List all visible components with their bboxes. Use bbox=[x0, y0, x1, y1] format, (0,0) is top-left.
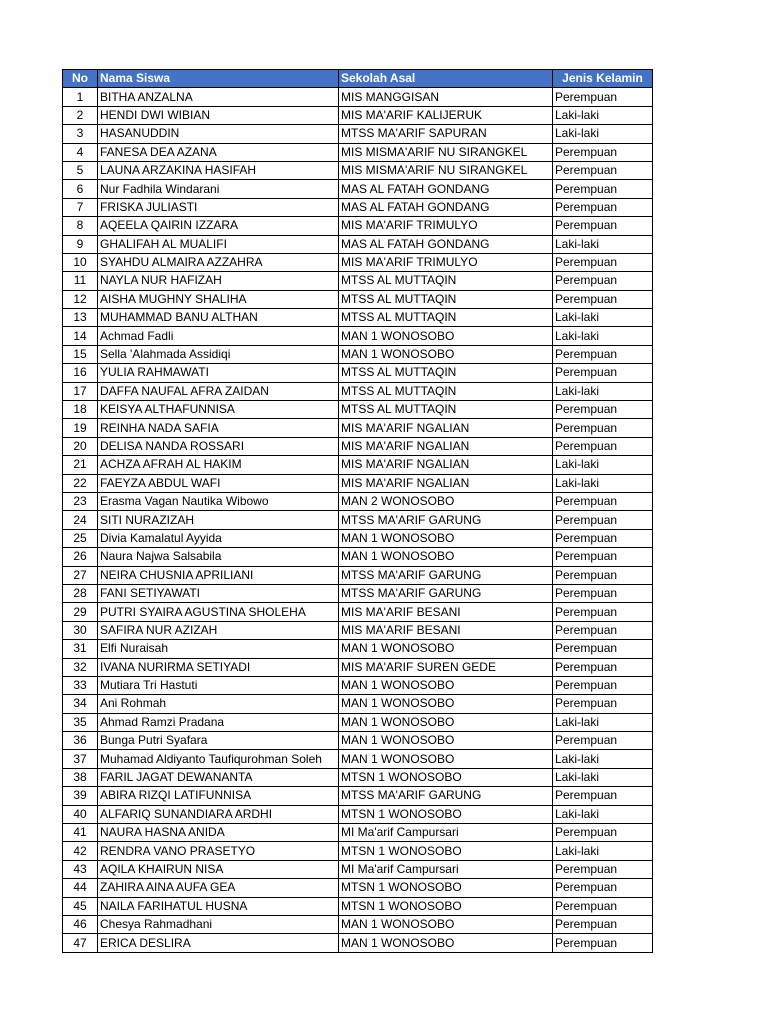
origin-school-cell: MIS MA'ARIF SUREN GEDE bbox=[339, 658, 553, 676]
table-row bbox=[63, 161, 653, 179]
gender-cell: Perempuan bbox=[553, 217, 653, 235]
gender-cell: Perempuan bbox=[553, 566, 653, 584]
origin-school-cell: MTSS MA'ARIF SAPURAN bbox=[339, 125, 553, 143]
row-number-cell: 14 bbox=[63, 327, 98, 345]
student-name-cell: LAUNA ARZAKINA HASIFAH bbox=[98, 161, 339, 179]
origin-school-cell: MAN 1 WONOSOBO bbox=[339, 548, 553, 566]
row-number-cell: 43 bbox=[63, 860, 98, 878]
origin-school-cell: MTSS AL MUTTAQIN bbox=[339, 309, 553, 327]
table-row bbox=[63, 511, 653, 529]
gender-cell: Perempuan bbox=[553, 492, 653, 510]
table-row bbox=[63, 364, 653, 382]
table-row bbox=[63, 860, 653, 878]
student-name-cell: Sella 'Alahmada Assidiqi bbox=[98, 345, 339, 363]
row-number-cell: 11 bbox=[63, 272, 98, 290]
gender-cell: Perempuan bbox=[553, 272, 653, 290]
origin-school-cell: MAN 1 WONOSOBO bbox=[339, 750, 553, 768]
table-row bbox=[63, 327, 653, 345]
gender-cell: Perempuan bbox=[553, 529, 653, 547]
table-row bbox=[63, 419, 653, 437]
row-number-cell: 10 bbox=[63, 253, 98, 271]
gender-cell: Laki-laki bbox=[553, 235, 653, 253]
gender-cell: Perempuan bbox=[553, 879, 653, 897]
table-row bbox=[63, 253, 653, 271]
gender-cell: Perempuan bbox=[553, 824, 653, 842]
origin-school-cell: MAN 1 WONOSOBO bbox=[339, 713, 553, 731]
gender-cell: Perempuan bbox=[553, 180, 653, 198]
row-number-cell: 22 bbox=[63, 474, 98, 492]
gender-cell: Perempuan bbox=[553, 897, 653, 915]
gender-cell: Perempuan bbox=[553, 401, 653, 419]
row-number-cell: 23 bbox=[63, 492, 98, 510]
header-name: Nama Siswa bbox=[98, 70, 339, 88]
origin-school-cell: MAN 2 WONOSOBO bbox=[339, 492, 553, 510]
table-row bbox=[63, 750, 653, 768]
row-number-cell: 39 bbox=[63, 787, 98, 805]
gender-cell: Laki-laki bbox=[553, 382, 653, 400]
origin-school-cell: MIS MA'ARIF NGALIAN bbox=[339, 456, 553, 474]
row-number-cell: 9 bbox=[63, 235, 98, 253]
table-row bbox=[63, 824, 653, 842]
gender-cell: Perempuan bbox=[553, 695, 653, 713]
row-number-cell: 17 bbox=[63, 382, 98, 400]
table-row bbox=[63, 198, 653, 216]
student-name-cell: Mutiara Tri Hastuti bbox=[98, 676, 339, 694]
row-number-cell: 16 bbox=[63, 364, 98, 382]
student-name-cell: Bunga Putri Syafara bbox=[98, 732, 339, 750]
origin-school-cell: MTSS AL MUTTAQIN bbox=[339, 382, 553, 400]
row-number-cell: 30 bbox=[63, 621, 98, 639]
table-row bbox=[63, 658, 653, 676]
gender-cell: Perempuan bbox=[553, 621, 653, 639]
table-row bbox=[63, 217, 653, 235]
row-number-cell: 24 bbox=[63, 511, 98, 529]
table-row bbox=[63, 235, 653, 253]
table-row bbox=[63, 309, 653, 327]
gender-cell: Perempuan bbox=[553, 603, 653, 621]
table-row bbox=[63, 345, 653, 363]
origin-school-cell: MIS MA'ARIF BESANI bbox=[339, 603, 553, 621]
student-name-cell: Muhamad Aldiyanto Taufiqurohman Soleh bbox=[98, 750, 339, 768]
table-row bbox=[63, 897, 653, 915]
gender-cell: Perempuan bbox=[553, 915, 653, 933]
student-name-cell: ABIRA RIZQI LATIFUNNISA bbox=[98, 787, 339, 805]
origin-school-cell: MIS MISMA'ARIF NU SIRANGKEL bbox=[339, 161, 553, 179]
table-row bbox=[63, 437, 653, 455]
origin-school-cell: MIS MISMA'ARIF NU SIRANGKEL bbox=[339, 143, 553, 161]
gender-cell: Laki-laki bbox=[553, 750, 653, 768]
student-name-cell: Erasma Vagan Nautika Wibowo bbox=[98, 492, 339, 510]
row-number-cell: 1 bbox=[63, 88, 98, 106]
row-number-cell: 8 bbox=[63, 217, 98, 235]
gender-cell: Perempuan bbox=[553, 161, 653, 179]
row-number-cell: 6 bbox=[63, 180, 98, 198]
student-name-cell: YULIA RAHMAWATI bbox=[98, 364, 339, 382]
origin-school-cell: MAN 1 WONOSOBO bbox=[339, 529, 553, 547]
student-name-cell: DAFFA NAUFAL AFRA ZAIDAN bbox=[98, 382, 339, 400]
gender-cell: Perempuan bbox=[553, 511, 653, 529]
header-gender: Jenis Kelamin bbox=[553, 70, 653, 88]
origin-school-cell: MIS MA'ARIF NGALIAN bbox=[339, 419, 553, 437]
gender-cell: Laki-laki bbox=[553, 125, 653, 143]
origin-school-cell: MTSS MA'ARIF GARUNG bbox=[339, 584, 553, 602]
origin-school-cell: MAS AL FATAH GONDANG bbox=[339, 235, 553, 253]
row-number-cell: 36 bbox=[63, 732, 98, 750]
row-number-cell: 44 bbox=[63, 879, 98, 897]
table-row bbox=[63, 768, 653, 786]
gender-cell: Perempuan bbox=[553, 290, 653, 308]
row-number-cell: 45 bbox=[63, 897, 98, 915]
origin-school-cell: MAS AL FATAH GONDANG bbox=[339, 180, 553, 198]
table-row bbox=[63, 732, 653, 750]
gender-cell: Perempuan bbox=[553, 584, 653, 602]
table-row bbox=[63, 676, 653, 694]
origin-school-cell: MAS AL FATAH GONDANG bbox=[339, 198, 553, 216]
table-row bbox=[63, 787, 653, 805]
origin-school-cell: MAN 1 WONOSOBO bbox=[339, 695, 553, 713]
table-row bbox=[63, 474, 653, 492]
student-name-cell: ALFARIQ SUNANDIARA ARDHI bbox=[98, 805, 339, 823]
origin-school-cell: MIS MA'ARIF TRIMULYO bbox=[339, 217, 553, 235]
table-row bbox=[63, 529, 653, 547]
gender-cell: Laki-laki bbox=[553, 713, 653, 731]
row-number-cell: 37 bbox=[63, 750, 98, 768]
gender-cell: Laki-laki bbox=[553, 805, 653, 823]
student-name-cell: Nur Fadhila Windarani bbox=[98, 180, 339, 198]
table-row bbox=[63, 290, 653, 308]
row-number-cell: 12 bbox=[63, 290, 98, 308]
student-name-cell: NEIRA CHUSNIA APRILIANI bbox=[98, 566, 339, 584]
row-number-cell: 7 bbox=[63, 198, 98, 216]
row-number-cell: 25 bbox=[63, 529, 98, 547]
table-header bbox=[63, 70, 653, 88]
gender-cell: Laki-laki bbox=[553, 842, 653, 860]
row-number-cell: 13 bbox=[63, 309, 98, 327]
table-row bbox=[63, 713, 653, 731]
row-number-cell: 5 bbox=[63, 161, 98, 179]
row-number-cell: 38 bbox=[63, 768, 98, 786]
student-name-cell: AQILA KHAIRUN NISA bbox=[98, 860, 339, 878]
gender-cell: Perempuan bbox=[553, 364, 653, 382]
student-name-cell: HASANUDDIN bbox=[98, 125, 339, 143]
student-name-cell: FANESA DEA AZANA bbox=[98, 143, 339, 161]
gender-cell: Perempuan bbox=[553, 787, 653, 805]
header-school: Sekolah Asal bbox=[339, 70, 553, 88]
gender-cell: Laki-laki bbox=[553, 309, 653, 327]
student-name-cell: RENDRA VANO PRASETYO bbox=[98, 842, 339, 860]
table-row bbox=[63, 805, 653, 823]
table-row bbox=[63, 456, 653, 474]
origin-school-cell: MIS MA'ARIF BESANI bbox=[339, 621, 553, 639]
origin-school-cell: MI Ma'arif Campursari bbox=[339, 860, 553, 878]
table-row bbox=[63, 640, 653, 658]
origin-school-cell: MI Ma'arif Campursari bbox=[339, 824, 553, 842]
student-name-cell: Naura Najwa Salsabila bbox=[98, 548, 339, 566]
table-row bbox=[63, 382, 653, 400]
student-name-cell: BITHA ANZALNA bbox=[98, 88, 339, 106]
gender-cell: Laki-laki bbox=[553, 106, 653, 124]
student-name-cell: HENDI DWI WIBIAN bbox=[98, 106, 339, 124]
student-name-cell: Ahmad Ramzi Pradana bbox=[98, 713, 339, 731]
row-number-cell: 20 bbox=[63, 437, 98, 455]
student-name-cell: MUHAMMAD BANU ALTHAN bbox=[98, 309, 339, 327]
row-number-cell: 32 bbox=[63, 658, 98, 676]
table-row bbox=[63, 934, 653, 952]
gender-cell: Perempuan bbox=[553, 345, 653, 363]
row-number-cell: 2 bbox=[63, 106, 98, 124]
student-name-cell: Achmad Fadli bbox=[98, 327, 339, 345]
table-row bbox=[63, 272, 653, 290]
gender-cell: Perempuan bbox=[553, 548, 653, 566]
origin-school-cell: MIS MA'ARIF KALIJERUK bbox=[339, 106, 553, 124]
origin-school-cell: MIS MA'ARIF TRIMULYO bbox=[339, 253, 553, 271]
row-number-cell: 26 bbox=[63, 548, 98, 566]
table-row bbox=[63, 566, 653, 584]
student-name-cell: AISHA MUGHNY SHALIHA bbox=[98, 290, 339, 308]
row-number-cell: 29 bbox=[63, 603, 98, 621]
table-row bbox=[63, 548, 653, 566]
origin-school-cell: MAN 1 WONOSOBO bbox=[339, 676, 553, 694]
row-number-cell: 31 bbox=[63, 640, 98, 658]
origin-school-cell: MTSS MA'ARIF GARUNG bbox=[339, 511, 553, 529]
gender-cell: Perempuan bbox=[553, 640, 653, 658]
row-number-cell: 3 bbox=[63, 125, 98, 143]
origin-school-cell: MAN 1 WONOSOBO bbox=[339, 327, 553, 345]
row-number-cell: 18 bbox=[63, 401, 98, 419]
origin-school-cell: MTSN 1 WONOSOBO bbox=[339, 805, 553, 823]
student-name-cell: Divia Kamalatul Ayyida bbox=[98, 529, 339, 547]
student-name-cell: Chesya Rahmadhani bbox=[98, 915, 339, 933]
student-name-cell: KEISYA ALTHAFUNNISA bbox=[98, 401, 339, 419]
student-name-cell: SITI NURAZIZAH bbox=[98, 511, 339, 529]
table-row bbox=[63, 584, 653, 602]
student-name-cell: AQEELA QAIRIN IZZARA bbox=[98, 217, 339, 235]
gender-cell: Perempuan bbox=[553, 143, 653, 161]
gender-cell: Laki-laki bbox=[553, 474, 653, 492]
origin-school-cell: MAN 1 WONOSOBO bbox=[339, 915, 553, 933]
table-row bbox=[63, 842, 653, 860]
student-name-cell: SAFIRA NUR AZIZAH bbox=[98, 621, 339, 639]
student-name-cell: FANI SETIYAWATI bbox=[98, 584, 339, 602]
origin-school-cell: MTSN 1 WONOSOBO bbox=[339, 897, 553, 915]
table-row bbox=[63, 492, 653, 510]
gender-cell: Laki-laki bbox=[553, 327, 653, 345]
student-table bbox=[62, 69, 653, 953]
table-row bbox=[63, 180, 653, 198]
table-row bbox=[63, 695, 653, 713]
row-number-cell: 28 bbox=[63, 584, 98, 602]
table-row bbox=[63, 88, 653, 106]
gender-cell: Perempuan bbox=[553, 419, 653, 437]
student-name-cell: NAURA HASNA ANIDA bbox=[98, 824, 339, 842]
student-name-cell: ACHZA AFRAH AL HAKIM bbox=[98, 456, 339, 474]
origin-school-cell: MTSS AL MUTTAQIN bbox=[339, 401, 553, 419]
student-name-cell: IVANA NURIRMA SETIYADI bbox=[98, 658, 339, 676]
table-row bbox=[63, 879, 653, 897]
row-number-cell: 27 bbox=[63, 566, 98, 584]
origin-school-cell: MTSS AL MUTTAQIN bbox=[339, 290, 553, 308]
row-number-cell: 21 bbox=[63, 456, 98, 474]
origin-school-cell: MTSS AL MUTTAQIN bbox=[339, 364, 553, 382]
row-number-cell: 40 bbox=[63, 805, 98, 823]
gender-cell: Laki-laki bbox=[553, 768, 653, 786]
origin-school-cell: MTSN 1 WONOSOBO bbox=[339, 842, 553, 860]
origin-school-cell: MTSN 1 WONOSOBO bbox=[339, 768, 553, 786]
student-list-sheet bbox=[62, 69, 653, 953]
gender-cell: Perempuan bbox=[553, 88, 653, 106]
origin-school-cell: MAN 1 WONOSOBO bbox=[339, 640, 553, 658]
row-number-cell: 47 bbox=[63, 934, 98, 952]
gender-cell: Perempuan bbox=[553, 732, 653, 750]
student-name-cell: NAILA FARIHATUL HUSNA bbox=[98, 897, 339, 915]
table-row bbox=[63, 915, 653, 933]
student-name-cell: PUTRI SYAIRA AGUSTINA SHOLEHA bbox=[98, 603, 339, 621]
table-row bbox=[63, 621, 653, 639]
student-name-cell: FARIL JAGAT DEWANANTA bbox=[98, 768, 339, 786]
gender-cell: Perempuan bbox=[553, 860, 653, 878]
student-name-cell: FAEYZA ABDUL WAFI bbox=[98, 474, 339, 492]
origin-school-cell: MAN 1 WONOSOBO bbox=[339, 934, 553, 952]
origin-school-cell: MIS MA'ARIF NGALIAN bbox=[339, 474, 553, 492]
table-row bbox=[63, 603, 653, 621]
header-row bbox=[63, 70, 653, 88]
origin-school-cell: MTSS MA'ARIF GARUNG bbox=[339, 566, 553, 584]
row-number-cell: 46 bbox=[63, 915, 98, 933]
gender-cell: Perempuan bbox=[553, 198, 653, 216]
student-name-cell: FRISKA JULIASTI bbox=[98, 198, 339, 216]
gender-cell: Perempuan bbox=[553, 658, 653, 676]
row-number-cell: 42 bbox=[63, 842, 98, 860]
origin-school-cell: MAN 1 WONOSOBO bbox=[339, 345, 553, 363]
table-row bbox=[63, 106, 653, 124]
origin-school-cell: MTSS AL MUTTAQIN bbox=[339, 272, 553, 290]
student-name-cell: REINHA NADA SAFIA bbox=[98, 419, 339, 437]
student-name-cell: NAYLA NUR HAFIZAH bbox=[98, 272, 339, 290]
origin-school-cell: MTSS MA'ARIF GARUNG bbox=[339, 787, 553, 805]
row-number-cell: 34 bbox=[63, 695, 98, 713]
student-name-cell: GHALIFAH AL MUALIFI bbox=[98, 235, 339, 253]
origin-school-cell: MIS MA'ARIF NGALIAN bbox=[339, 437, 553, 455]
student-name-cell: DELISA NANDA ROSSARI bbox=[98, 437, 339, 455]
origin-school-cell: MTSN 1 WONOSOBO bbox=[339, 879, 553, 897]
gender-cell: Perempuan bbox=[553, 253, 653, 271]
table-row bbox=[63, 401, 653, 419]
student-name-cell: Ani Rohmah bbox=[98, 695, 339, 713]
student-name-cell: Elfi Nuraisah bbox=[98, 640, 339, 658]
row-number-cell: 35 bbox=[63, 713, 98, 731]
table-row bbox=[63, 125, 653, 143]
row-number-cell: 15 bbox=[63, 345, 98, 363]
gender-cell: Perempuan bbox=[553, 676, 653, 694]
origin-school-cell: MAN 1 WONOSOBO bbox=[339, 732, 553, 750]
row-number-cell: 41 bbox=[63, 824, 98, 842]
row-number-cell: 33 bbox=[63, 676, 98, 694]
gender-cell: Perempuan bbox=[553, 934, 653, 952]
student-name-cell: ERICA DESLIRA bbox=[98, 934, 339, 952]
row-number-cell: 4 bbox=[63, 143, 98, 161]
student-name-cell: ZAHIRA AINA AUFA GEA bbox=[98, 879, 339, 897]
header-no: No bbox=[63, 70, 98, 88]
table-body bbox=[63, 88, 653, 952]
gender-cell: Laki-laki bbox=[553, 456, 653, 474]
student-name-cell: SYAHDU ALMAIRA AZZAHRA bbox=[98, 253, 339, 271]
gender-cell: Perempuan bbox=[553, 437, 653, 455]
origin-school-cell: MIS MANGGISAN bbox=[339, 88, 553, 106]
table-row bbox=[63, 143, 653, 161]
row-number-cell: 19 bbox=[63, 419, 98, 437]
